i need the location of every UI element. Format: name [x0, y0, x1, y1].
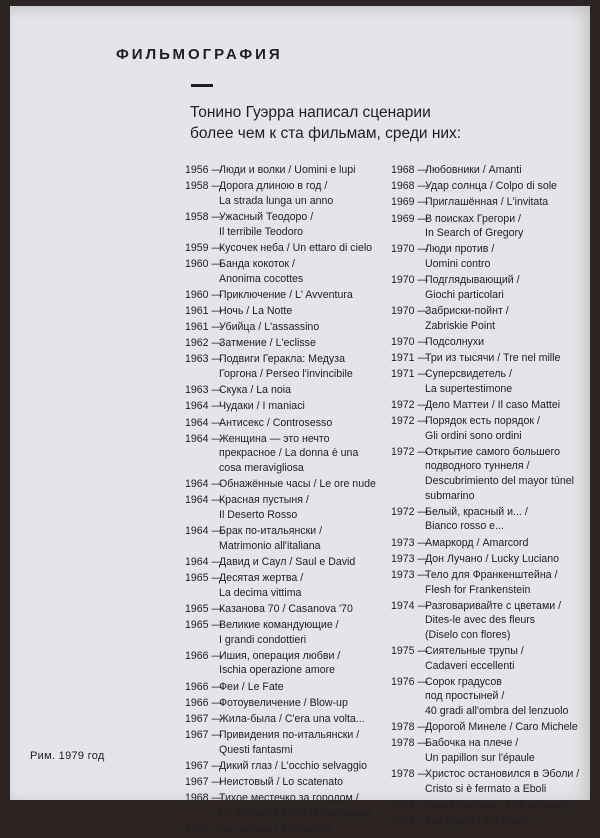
filmography-column-right [391, 163, 587, 830]
film-year: 1968 — [185, 823, 223, 836]
film-title: Казанова 70 / Casanova '70 [219, 602, 353, 615]
photo-caption: Рим. 1979 год [30, 750, 105, 762]
film-year: 1967 — [185, 776, 223, 789]
film-entry [391, 179, 587, 194]
film-title: Убийца / L'assassino [219, 321, 320, 334]
film-entry [391, 163, 587, 178]
film-title: Удар солнца / Colpo di sole [425, 180, 557, 193]
film-title: Дикие постели / Letti selvaggi [425, 799, 568, 811]
film-year: 1975 — [391, 645, 429, 658]
film-title: Дон Лучано / Lucky Luciano [425, 552, 560, 565]
film-title: Любовники / Amanti [425, 164, 522, 176]
film-title: В поисках Грегори / In Search of Gregory [425, 212, 524, 240]
film-entry [185, 477, 385, 492]
film-year: 1971 — [391, 351, 429, 364]
film-title: Суперсвидетель / La supertestimone [425, 368, 513, 395]
film-title: Открытие самого большего подводного туннеля / Descubrimiento del mayor túnel submarino [425, 445, 574, 502]
film-title: Неистовый / Lo scatenato [219, 776, 344, 789]
film-year: 1964 — [185, 525, 223, 538]
film-year: 1965 — [185, 572, 223, 585]
film-title: Брак по-итальянски / Matrimonio all'italiana [219, 525, 323, 552]
film-title: Скука / La noia [219, 384, 292, 397]
film-year: 1963 — [185, 384, 223, 397]
film-title: Феи / Le Fate [219, 680, 284, 693]
film-entry [391, 798, 587, 813]
film-title: Три из тысячи / Tre nel mille [425, 351, 561, 364]
film-title: Сиятельные трупы / Cadaveri eccellenti [425, 645, 524, 672]
film-entry [185, 304, 385, 319]
film-title: Дорога длиною в год / La strada lunga un anno [219, 180, 334, 207]
film-year: 1964 — [185, 555, 223, 568]
film-title: Фотоувеличение / Blow-up [219, 696, 348, 709]
heading-dash [191, 84, 213, 87]
film-title: Красная пустыня / Il Deserto Rosso [219, 494, 309, 521]
film-year: 1967 — [185, 760, 223, 772]
film-year: 1978 — [391, 768, 429, 781]
film-title: Дело Маттеи / Il caso Mattei [425, 398, 561, 411]
film-title: Кусочек неба / Un ettaro di cielo [219, 241, 373, 254]
film-year: 1979 — [391, 799, 429, 811]
film-entry [185, 399, 385, 414]
film-title: Женщина — это нечто прекрасное / La donna è una cosa meravigliosa [219, 432, 359, 474]
film-entry [185, 759, 385, 774]
film-year: 1969 — [391, 212, 429, 225]
intro-line: Тонино Гуэрра написал сценарии [190, 104, 431, 121]
film-entry [185, 728, 385, 757]
film-year: 1967 — [185, 713, 223, 726]
film-year: 1965 — [185, 619, 223, 632]
film-year: 1964 — [185, 478, 223, 491]
filmography-column-left [185, 163, 385, 838]
film-year: 1978 — [391, 737, 429, 750]
film-year: 1970 — [391, 304, 429, 317]
film-entry [391, 644, 587, 673]
film-entry [185, 320, 385, 335]
film-entry [185, 571, 385, 600]
film-year: 1965 — [185, 602, 223, 615]
film-entry [391, 720, 587, 735]
film-title: Люди и волки / Uomini e lupi [219, 164, 356, 176]
film-title: Подглядывающий / Giochi particolari [425, 274, 520, 301]
film-entry [391, 304, 587, 333]
film-year: 1969 — [391, 196, 429, 209]
film-entry [185, 257, 385, 286]
intro-line: более чем к ста фильмам, среди них: [190, 125, 462, 142]
film-entry [185, 163, 385, 178]
film-year: 1972 — [391, 505, 429, 518]
film-title: Порядок есть порядок / Gli ordini sono ordini [425, 415, 540, 442]
film-title: Три брата / Tre fratelli [425, 815, 530, 828]
film-year: 1961 — [185, 321, 223, 334]
film-title: Забриски-пойнт / Zabriskie Point [425, 304, 509, 332]
film-year: 1973 — [391, 536, 429, 549]
film-year: 1966 — [185, 696, 223, 709]
film-entry [391, 767, 587, 796]
film-year: 1966 — [185, 680, 223, 693]
film-title: Подсолнухи [425, 335, 485, 348]
film-year: 1963 — [185, 353, 223, 366]
film-title: Антисекс / Controsesso [219, 416, 333, 429]
film-entry [185, 383, 385, 398]
film-title: Ночь / La Notte [219, 304, 293, 317]
film-year: 1966 — [185, 649, 223, 662]
film-year: 1972 — [391, 398, 429, 411]
film-year: 1972 — [391, 415, 429, 428]
film-entry [185, 416, 385, 431]
film-year: 1974 — [391, 599, 429, 612]
film-year: 1967 — [185, 729, 223, 742]
film-year: 1970 — [391, 243, 429, 256]
film-entry [185, 602, 385, 617]
book-page [10, 6, 590, 836]
film-title: Привидения по-итальянски / Questi fantasmi [219, 729, 360, 756]
film-title: Банда кокоток / Anonima cocottes [219, 257, 304, 285]
film-year: 1968 — [391, 164, 429, 176]
film-year: 1958 — [185, 180, 223, 193]
film-entry [185, 649, 385, 678]
film-year: 1960 — [185, 257, 223, 270]
film-year: 1968 — [185, 792, 223, 805]
film-title: Десятая жертва / La decima vittima [219, 572, 304, 599]
film-title: Ужасный Теодоро / Il terribile Teodoro [219, 210, 314, 238]
film-title: Подвиги Геракла: Медуза Горгона / Perseo l'invincibile [219, 353, 353, 381]
film-title: Дикий глаз / L'occhio selvaggio [219, 760, 368, 772]
film-year: 1964 — [185, 400, 223, 413]
film-entry [391, 273, 587, 302]
film-entry [391, 445, 587, 503]
film-entry [391, 675, 587, 719]
film-year: 1962 — [185, 337, 223, 350]
film-entry [185, 680, 385, 695]
film-title: Разговаривайте с цветами / Dites-le avec des fleurs (Diselo con flores) [425, 599, 562, 641]
film-year: 1973 — [391, 552, 429, 565]
film-entry [185, 712, 385, 727]
film-entry [185, 555, 385, 570]
intro-text [190, 102, 461, 144]
film-title: Белый, красный и... / Bianco rosso e... [425, 505, 528, 533]
film-entry [391, 212, 587, 241]
film-entry [185, 432, 385, 476]
film-entry [185, 210, 385, 239]
film-entry [391, 599, 587, 643]
film-entry [185, 336, 385, 351]
film-title: Ишия, операция любви / Ischia operazione amore [219, 649, 341, 677]
film-title: Затмение / L'eclisse [219, 337, 316, 350]
film-title: Сорок градусов под простыней / 40 gradi all'ombra del lenzuolo [425, 675, 569, 718]
film-title: Великие командующие / I grandi condottieri [219, 619, 339, 646]
film-title: Христос остановился в Эболи / Cristo si è fermato a Eboli [425, 768, 580, 795]
film-title: Приглашённая / L'invitata [425, 196, 549, 209]
film-entry [391, 195, 587, 210]
film-year: 1970 — [391, 335, 429, 348]
film-year: 1956 — [185, 164, 223, 176]
film-year: 1973 — [391, 568, 429, 581]
film-year: 1964 — [185, 494, 223, 507]
film-entry [391, 367, 587, 396]
film-title: Бабочка на плече / Un papillon sur l'épaule [425, 737, 535, 765]
film-entry [185, 493, 385, 522]
film-entry [185, 618, 385, 647]
film-title: Амаркорд / Amarcord [425, 536, 529, 549]
film-entry [185, 241, 385, 256]
film-title: Тело для Франкенштейна / Flesh for Frankenstein [425, 568, 558, 596]
film-entry [185, 524, 385, 553]
film-year: 1981 — [391, 815, 429, 828]
film-title: Тихое местечко за городом / Un tranquillo posto di campagna [219, 792, 371, 819]
film-year: 1968 — [391, 180, 429, 193]
film-year: 1972 — [391, 445, 429, 458]
film-title: Жила-была / C'era una volta... [219, 713, 365, 726]
film-entry [391, 414, 587, 443]
film-entry [185, 696, 385, 711]
film-entry [185, 179, 385, 208]
film-year: 1960 — [185, 288, 223, 301]
film-entry [185, 822, 385, 837]
film-entry [185, 791, 385, 820]
film-year: 1961 — [185, 304, 223, 317]
film-entry [391, 568, 587, 597]
film-entry [391, 736, 587, 765]
film-year: 1964 — [185, 432, 223, 445]
film-entry [391, 398, 587, 413]
film-title: Люди против / Uomini contro [425, 243, 495, 270]
film-entry [185, 352, 385, 381]
film-entry [391, 536, 587, 551]
film-year: 1970 — [391, 274, 429, 287]
film-title: Да, синьор / Sissignore [219, 823, 331, 836]
film-entry [391, 814, 587, 829]
film-year: 1976 — [391, 675, 429, 688]
film-title: Чудаки / I maniaci [219, 400, 305, 413]
film-year: 1959 — [185, 241, 223, 254]
page-heading: ФИЛЬМОГРАФИЯ [116, 46, 283, 63]
film-title: Приключение / L' Avventura [219, 288, 353, 301]
film-entry [185, 775, 385, 790]
film-year: 1978 — [391, 721, 429, 734]
film-title: Давид и Саул / Saul e David [219, 555, 356, 568]
film-title: Обнажённые часы / Le ore nude [219, 478, 376, 491]
film-year: 1971 — [391, 368, 429, 381]
film-year: 1964 — [185, 416, 223, 429]
film-entry [391, 242, 587, 271]
film-year: 1958 — [185, 210, 223, 223]
film-entry [391, 505, 587, 534]
film-entry [391, 351, 587, 366]
film-entry [391, 552, 587, 567]
film-entry [185, 288, 385, 303]
film-entry [391, 335, 587, 350]
film-title: Дорогой Минеле / Caro Michele [425, 721, 578, 734]
